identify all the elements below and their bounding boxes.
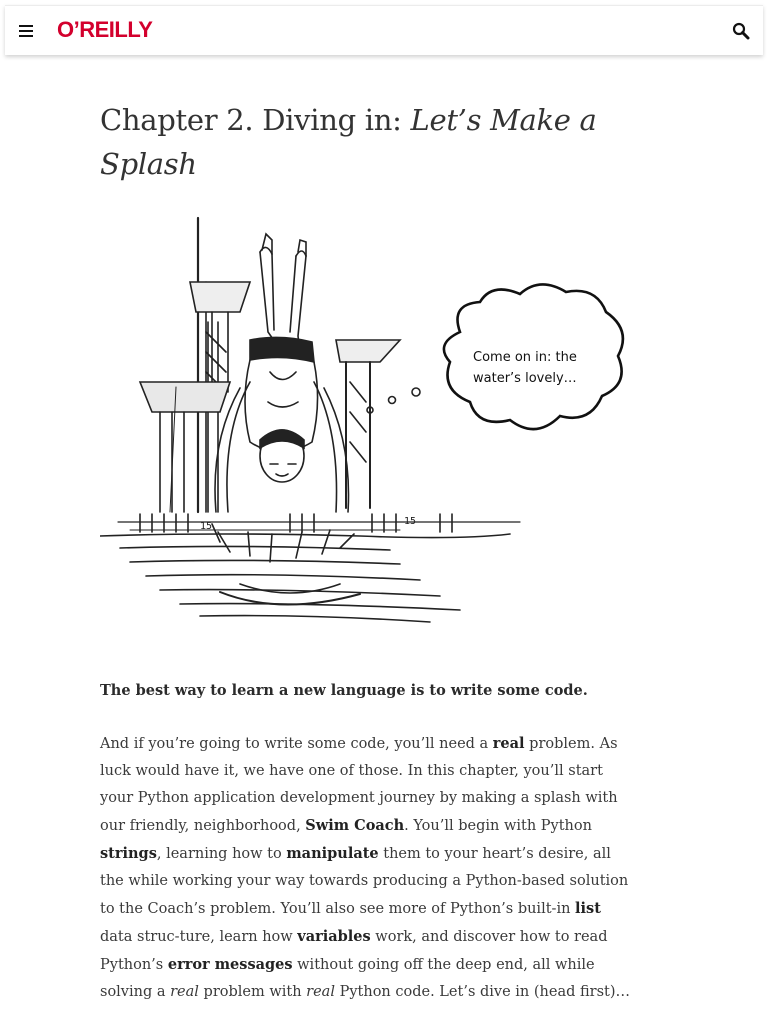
chapter-title-prefix: Chapter 2. Diving in: [100, 103, 411, 137]
text-run: , learning how to [156, 846, 287, 862]
hamburger-menu-icon[interactable] [19, 23, 35, 39]
lane-marker-right: 15 [404, 516, 417, 527]
speech-bubble-line-2: water’s lovely… [473, 371, 577, 386]
top-navigation-bar [5, 5, 763, 55]
text-run: data struc-ture, learn how [100, 929, 298, 945]
bold-term-error-messages: error messages [167, 956, 293, 973]
oreilly-logo[interactable]: O’REILLY [57, 17, 153, 42]
bold-term-list: list [575, 900, 601, 917]
lead-sentence: The best way to learn a new language is to write some code. [100, 682, 588, 699]
text-run: And if you’re going to write some code, you’ll need a [100, 736, 493, 752]
speech-bubble-line-1: Come on in: the [473, 350, 577, 365]
chapter-intro-paragraph [100, 730, 636, 1006]
italic-term-real: real [170, 984, 199, 1000]
text-run: work, and discover how to read Python’s [100, 929, 608, 973]
text-run: without going off the deep end, all while solving a [100, 957, 595, 1000]
text-run: problem with [198, 984, 307, 1000]
bold-term-swim-coach: Swim Coach [305, 817, 405, 834]
chapter-title-emphasis: Let’s Make a Splash [100, 103, 597, 181]
search-icon[interactable] [732, 22, 750, 40]
bold-term-strings: strings [100, 845, 157, 862]
lane-marker-left: 15 [200, 521, 213, 532]
bold-term-real: real [492, 735, 525, 752]
chapter-title [100, 98, 640, 186]
text-run: . You’ll begin with Python [404, 818, 592, 834]
diving-swimmer-illustration [100, 212, 634, 636]
bold-term-manipulate: manipulate [286, 845, 379, 862]
text-run: Python code. Let’s dive in (head first)… [334, 984, 631, 1000]
bold-term-variables: variables [297, 928, 371, 945]
text-run: them to your heart’s desire, all the while working your way towards producing a Python-based solution to the Coach’s problem. You’ll also see more of Python’s built-in [100, 846, 629, 917]
text-run: problem. As luck would have it, we have one of those. In this chapter, you’ll start your Python application development journey by making a splash with our friendly, neighborhood, [100, 736, 618, 834]
italic-term-real: real [306, 984, 335, 1000]
